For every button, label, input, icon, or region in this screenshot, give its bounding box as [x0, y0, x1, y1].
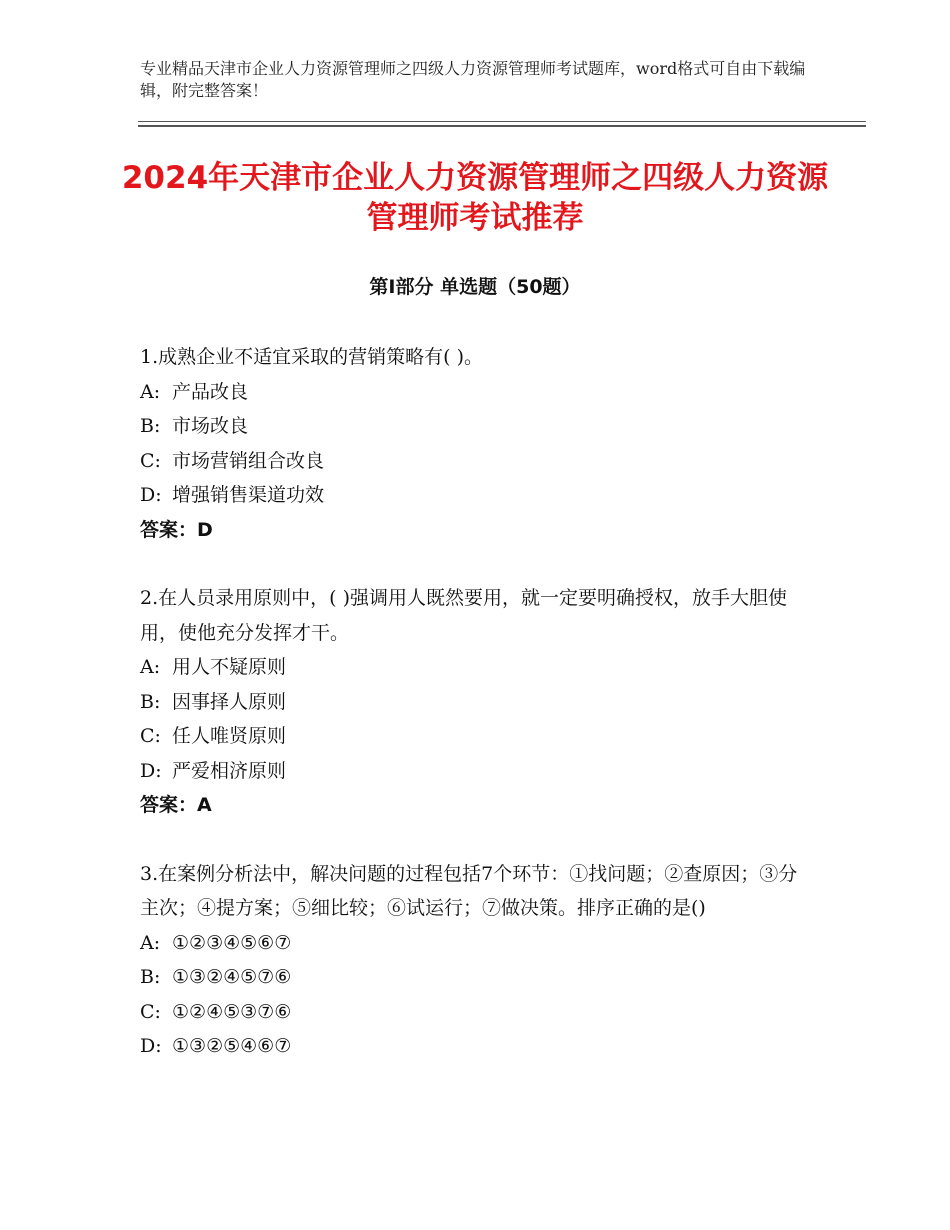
option-text: 任人唯贤原则	[172, 725, 287, 747]
option-d	[140, 754, 810, 789]
option-text: ①②④⑤③⑦⑥	[172, 1000, 292, 1023]
option-text: 产品改良	[172, 380, 249, 403]
option-c	[140, 719, 810, 754]
option-text: ①③②④⑤⑦⑥	[172, 966, 292, 988]
question-stem: 1.成熟企业不适宜采取的营销策略有( )。	[140, 346, 483, 368]
option-b	[140, 409, 810, 444]
option-text: ①②③④⑤⑥⑦	[172, 931, 292, 954]
option-b	[140, 685, 810, 720]
option-letter: B:	[140, 415, 161, 437]
option-letter: C:	[140, 1000, 161, 1023]
option-letter: B:	[140, 966, 161, 988]
header-divider-thin	[138, 121, 866, 122]
question-1	[140, 340, 810, 547]
option-text: 增强销售渠道功效	[172, 484, 325, 506]
option-a	[140, 926, 810, 961]
question-2	[140, 581, 810, 823]
option-a	[140, 375, 810, 410]
header-note: 专业精品天津市企业人力资源管理师之四级人力资源管理师考试题库，word格式可自由下载编辑，附完整答案！	[140, 59, 806, 100]
option-letter: D:	[140, 759, 162, 782]
option-c	[140, 995, 810, 1030]
option-text: 严爱相济原则	[172, 759, 287, 782]
option-text: ①③②⑤④⑥⑦	[172, 1035, 292, 1057]
document-title: 2024年天津市企业人力资源管理师之四级人力资源管理师考试推荐	[121, 160, 829, 236]
option-letter: A:	[140, 380, 161, 403]
option-letter: D:	[140, 1035, 162, 1057]
question-list	[140, 340, 810, 1098]
question-3	[140, 857, 810, 1064]
answer-text: 答案：A	[140, 794, 212, 816]
question-stem: 2.在人员录用原则中，( )强调用人既然要用，就一定要明确授权，放手大胆使用，使他充分发挥才干。	[140, 587, 787, 644]
option-text: 用人不疑原则	[172, 656, 287, 678]
option-a	[140, 650, 810, 685]
header-divider-thick	[138, 125, 866, 127]
option-text: 市场营销组合改良	[172, 449, 325, 472]
option-d	[140, 478, 810, 513]
option-letter: C:	[140, 725, 161, 747]
section-heading: 第Ⅰ部分 单选题（50题）	[369, 276, 581, 298]
option-letter: A:	[140, 656, 161, 678]
option-d	[140, 1029, 810, 1064]
option-text: 因事择人原则	[172, 690, 287, 713]
option-c	[140, 444, 810, 479]
option-b	[140, 960, 810, 995]
answer-text: 答案：D	[140, 518, 213, 541]
question-stem: 3.在案例分析法中，解决问题的过程包括7个环节：①找问题；②查原因；③分主次；④提方案；⑤细比较；⑥试运行；⑦做决策。排序正确的是()	[140, 862, 798, 919]
option-letter: D:	[140, 484, 162, 506]
option-letter: B:	[140, 690, 161, 713]
option-letter: C:	[140, 449, 161, 472]
option-letter: A:	[140, 931, 161, 954]
option-text: 市场改良	[172, 415, 249, 437]
